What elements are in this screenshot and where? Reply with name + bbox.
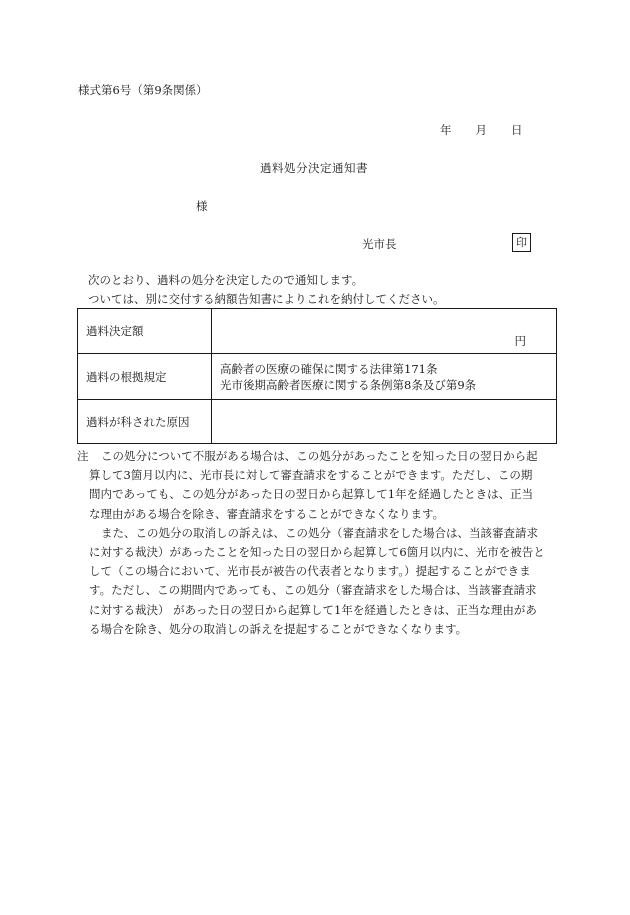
intro-line-2: ついては、別に交付する納額告知書によりこれを納付してください。 (88, 292, 445, 306)
addressee-suffix: 様 (196, 199, 208, 213)
note-p2-line-1: また、この処分の取消しの訴えは、この処分（審査請求をした場合は、当該審査請求 (101, 525, 538, 540)
date-day-label: 日 (511, 123, 523, 137)
note-p1-line-4: な理由がある場合を除き、審査請求をすることができなくなります。 (89, 506, 445, 521)
note-marker: 注 (77, 449, 89, 463)
document-title: 過料処分決定通知書 (260, 161, 368, 175)
note-p2-line-5: に対する裁決） があった日の翌日から起算して1年を経過したときは、正当な理由があ (89, 602, 537, 617)
notes-section (77, 447, 559, 639)
date-line (440, 122, 523, 138)
seal-mark: 印 (512, 233, 531, 252)
date-month-label: 月 (475, 123, 487, 137)
amount-label: 過料決定額 (78, 309, 212, 354)
table-row-cause (78, 400, 557, 444)
amount-value-cell (212, 309, 557, 354)
note-p1-line-2: 算して3箇月以内に、光市長に対して審査請求をすることができます。ただし、この期 (89, 468, 533, 483)
cause-value-cell (212, 400, 557, 444)
legal-basis-label: 過料の根拠規定 (78, 354, 212, 400)
note-p2-line-2: に対する裁決）があったことを知った日の翌日から起算して6箇月以内に、光市を被告と (89, 545, 545, 560)
legal-basis-line-1: 高齢者の医療の確保に関する法律第171条 (220, 361, 438, 376)
date-year-label: 年 (440, 123, 452, 137)
issuer-name: 光市長 (362, 237, 397, 251)
table-row-amount (78, 309, 557, 354)
penalty-info-table (77, 308, 557, 444)
note-p2-line-3: して（この場合において、光市長が被告の代表者となります。）提起することができま (89, 564, 531, 579)
table-row-legal-basis (78, 354, 557, 400)
note-p1-line-3: 間内であっても、この処分があった日の翌日から起算して1年を経過したときは、正当 (89, 487, 534, 502)
note-p2-line-6: る場合を除き、処分の取消しの訴えを提起することができなくなります。 (89, 621, 468, 636)
cause-label: 過料が科された原因 (78, 400, 212, 444)
legal-basis-line-2: 光市後期高齢者医療に関する条例第8条及び第9条 (220, 377, 477, 392)
intro-line-1: 次のとおり、過料の処分を決定したので通知します。 (88, 273, 364, 287)
legal-basis-value (212, 354, 557, 400)
form-number: 様式第6号（第9条関係） (78, 83, 208, 97)
yen-unit: 円 (514, 334, 526, 348)
note-p2-line-4: す。ただし、この期間内であっても、この処分（審査請求をした場合は、当該審査請求 (89, 583, 537, 598)
note-p1-line-1: この処分について不服がある場合は、この処分があったことを知った日の翌日から起 (101, 449, 538, 463)
